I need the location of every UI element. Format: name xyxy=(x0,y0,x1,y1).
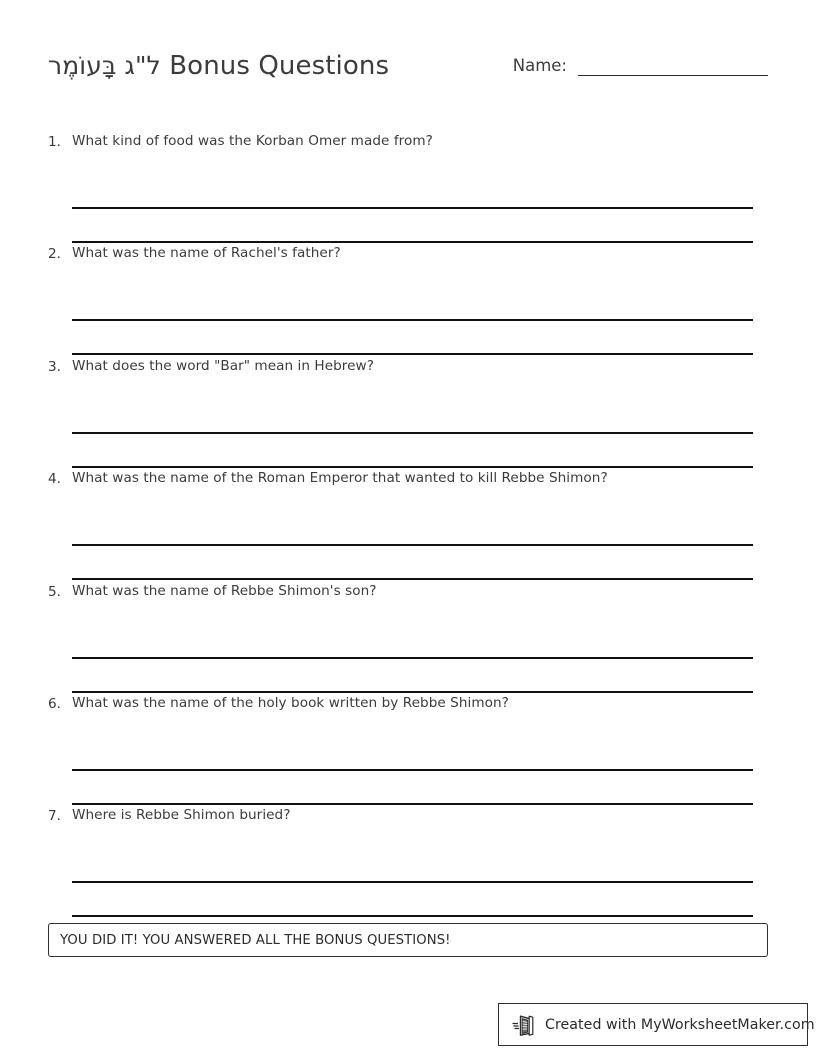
answer-lines xyxy=(72,172,753,243)
name-field-group xyxy=(513,56,768,76)
answer-line[interactable] xyxy=(72,734,753,771)
answer-line[interactable] xyxy=(72,622,753,659)
question-number: 5. xyxy=(48,583,61,600)
worksheet-header xyxy=(48,46,768,94)
questions-list xyxy=(48,131,768,918)
question-text: What was the name of Rebbe Shimon's son? xyxy=(72,582,377,599)
answer-line[interactable] xyxy=(72,509,753,546)
page-title-english-text: Bonus Questions xyxy=(169,51,390,81)
question-item xyxy=(48,581,768,693)
completion-banner-text: YOU DID IT! YOU ANSWERED ALL THE BONUS QUESTIONS! xyxy=(60,932,451,948)
question-text: What kind of food was the Korban Omer made from? xyxy=(72,133,433,149)
answer-line[interactable] xyxy=(72,172,753,209)
answer-line[interactable] xyxy=(72,397,753,434)
worksheet-maker-badge[interactable] xyxy=(498,1003,815,1046)
answer-line[interactable] xyxy=(72,546,753,580)
question-text: What was the name of the holy book written by Rebbe Shimon? xyxy=(72,694,509,711)
question-item xyxy=(48,805,768,917)
page-title-english xyxy=(161,51,169,81)
answer-lines xyxy=(72,734,753,805)
answer-lines xyxy=(72,284,753,355)
page-title-hebrew: ל"ג בָּעוֹמֶר xyxy=(48,51,161,80)
answer-line[interactable] xyxy=(72,284,753,321)
question-number: 1. xyxy=(48,134,61,150)
worksheet-maker-badge-text: Created with MyWorksheetMaker.com xyxy=(545,1016,815,1033)
question-number: 3. xyxy=(48,358,61,375)
answer-line[interactable] xyxy=(72,209,753,243)
question-text: Where is Rebbe Shimon buried? xyxy=(72,807,291,824)
answer-lines xyxy=(72,622,753,693)
answer-lines xyxy=(72,846,753,917)
page-title xyxy=(48,46,389,86)
answer-line[interactable] xyxy=(72,434,753,468)
worksheet-maker-logo-icon xyxy=(511,1012,537,1038)
question-text: What was the name of the Roman Emperor that wanted to kill Rebbe Shimon? xyxy=(72,470,608,487)
answer-line[interactable] xyxy=(72,846,753,883)
name-label: Name: xyxy=(512,56,567,75)
question-number: 2. xyxy=(48,246,61,263)
question-number: 6. xyxy=(48,695,61,712)
question-number: 4. xyxy=(48,471,61,488)
question-item xyxy=(48,243,768,355)
answer-lines xyxy=(72,397,753,468)
question-item xyxy=(48,693,768,805)
answer-lines xyxy=(72,509,753,580)
question-number: 7. xyxy=(48,808,61,825)
answer-line[interactable] xyxy=(72,321,753,355)
question-item xyxy=(48,356,768,468)
answer-line[interactable] xyxy=(72,659,753,693)
question-item xyxy=(48,131,768,243)
question-item xyxy=(48,468,768,580)
answer-line[interactable] xyxy=(72,771,753,805)
question-text: What was the name of Rachel's father? xyxy=(72,245,341,262)
answer-line[interactable] xyxy=(72,883,753,917)
question-text: What does the word "Bar" mean in Hebrew? xyxy=(72,357,374,374)
completion-banner xyxy=(48,923,768,957)
name-input-line[interactable] xyxy=(578,57,768,76)
